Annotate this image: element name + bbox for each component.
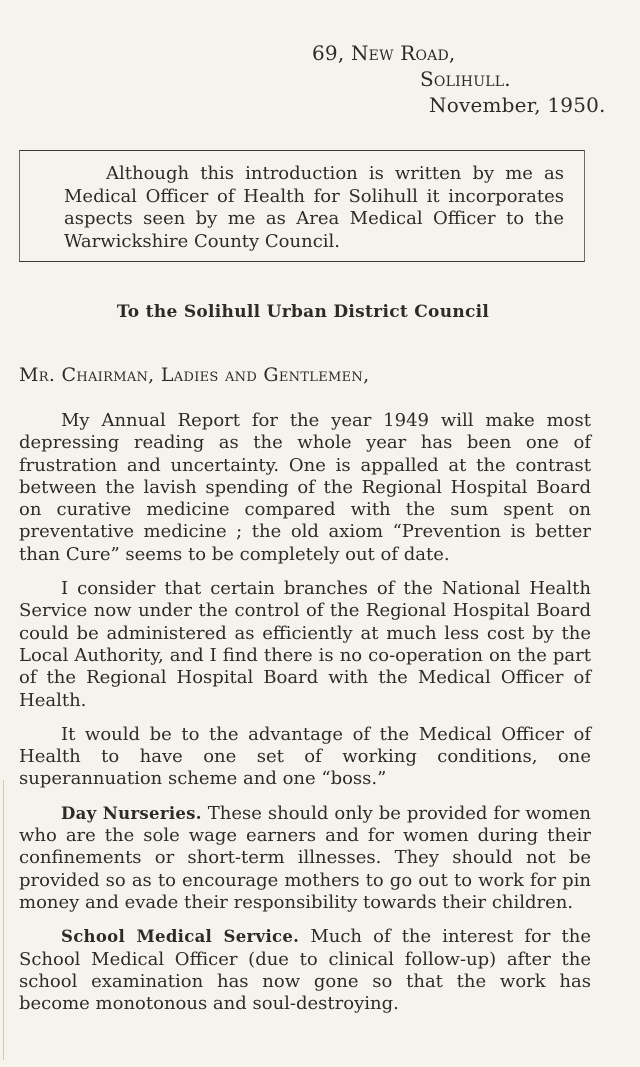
address-date: November, 1950. [429, 93, 606, 117]
section-day-nurseries [19, 803, 591, 914]
address-town: Solihull. [420, 67, 511, 91]
page-heading: To the Solihull Urban District Council [116, 302, 490, 322]
section-title-day-nurseries: Day Nurseries. [61, 803, 202, 823]
paragraph-health-service: I consider that certain branches of the National Health Service now under the control of the Regional Hospital Board could be administered as efficiently at much less cost by the Local Authority, and I find there is no co-operation on the part of the Regional Hospital Board with the Medical Officer of Health. [19, 578, 591, 711]
introduction-note-text [64, 163, 564, 253]
section-school-medical-service [19, 926, 591, 1015]
page-edge-line [3, 780, 4, 1060]
section-text-school-medical: Much of the interest for the School Medical Officer (due to clinical follow-up) after the school examination has now gone so that the work has become monotonous and soul-destroying. [19, 926, 592, 1015]
section-text-day-nurseries: These should only be provided for women who are the sole wage earners and for women during their confinements or short-term illnesses. They should not be provided so as to encourage mothers to go out to work for pin money and evade their responsibility towards their children. [19, 802, 591, 913]
section-title-school-medical: School Medical Service. [61, 927, 300, 947]
address-number: 69, [312, 41, 345, 65]
paragraph-advantage: It would be to the advantage of the Medical Officer of Health to have one set of working conditions, one superannuation scheme and one “boss.” [19, 723, 591, 790]
address-street [312, 40, 606, 66]
address-street-name: New Road, [350, 41, 456, 65]
report-body [19, 410, 591, 1027]
introduction-note-box [19, 150, 585, 262]
sender-address [312, 40, 606, 118]
introduction-note: Although this introduction is written by me as Medical Officer of Health for Solihull it incorporates aspects seen by me as Area Medical Officer to the Warwickshire County Council. [64, 163, 564, 252]
salutation: Mr. Chairman, Ladies and Gentlemen, [19, 364, 370, 386]
paragraph-annual-report: My Annual Report for the year 1949 will make most depressing reading as the whole year has been one of frustration and uncertainty. One is appalled at the contrast between the lavish spending of the Regional Hospital Board on curative medicine compared with the sum spent on preventative medicine ; the old axiom “Prevention is better than Cure” seems to be completely out of date. [19, 410, 591, 565]
